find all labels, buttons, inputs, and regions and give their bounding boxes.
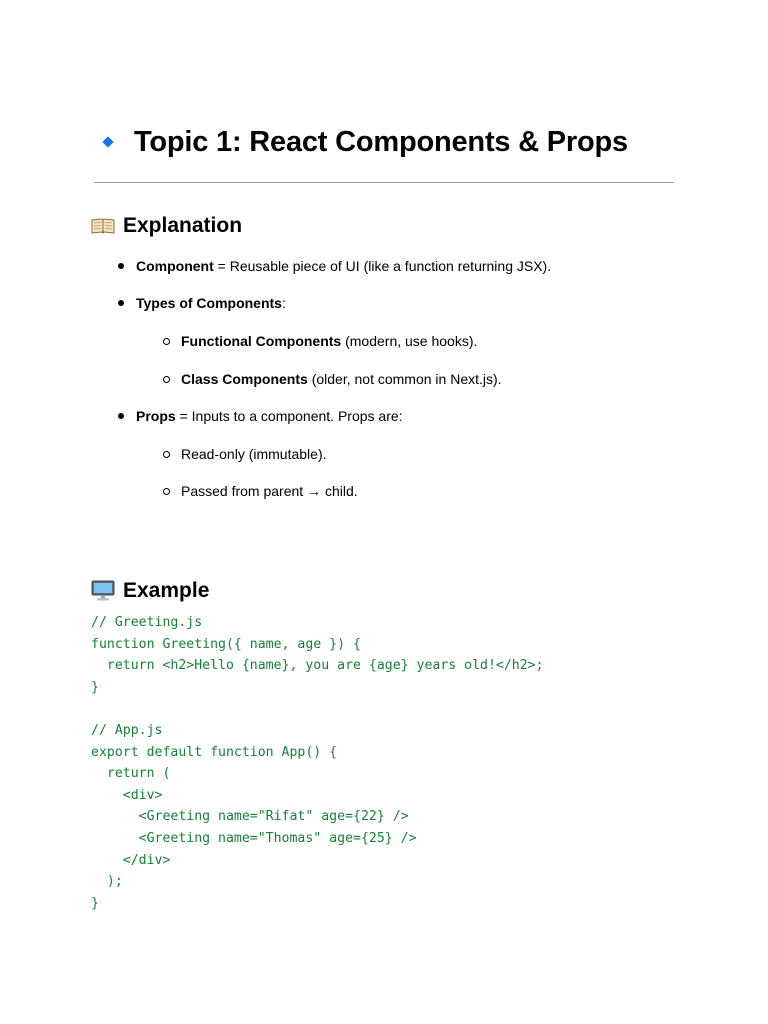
list-item-text: Read-only (immutable). — [181, 446, 327, 462]
list-item-term: Class Components — [181, 371, 308, 387]
page-title: Topic 1: React Components & Props — [134, 125, 628, 158]
code-line: <Greeting name="Thomas" age={25} /> — [91, 830, 417, 846]
page-title-row — [100, 122, 628, 162]
code-line: return ( — [91, 766, 171, 782]
example-heading: Example — [123, 579, 210, 602]
code-line: export default function App() { — [91, 744, 338, 760]
list-item-text: (older, not common in Next.js). — [307, 371, 502, 387]
list-item-term: Component — [136, 258, 214, 274]
blue-diamond-icon — [102, 136, 113, 147]
desktop-computer-icon — [91, 580, 115, 602]
list-item-text: Passed from parent → child. — [181, 483, 358, 499]
example-heading-row — [91, 576, 209, 606]
code-line: // App.js — [91, 722, 163, 738]
code-block — [91, 612, 544, 914]
bullet-marker — [114, 294, 128, 312]
explanation-heading-row — [91, 211, 242, 241]
sub-bullet-marker — [159, 482, 173, 500]
list-item-text: (modern, use hooks). — [341, 333, 478, 349]
list-item-term: Props — [136, 408, 176, 424]
open-book-icon — [91, 217, 115, 235]
sub-list-item — [181, 332, 477, 350]
list-item-text: = Inputs to a component. Props are: — [175, 408, 403, 424]
sub-bullet-marker — [159, 332, 173, 350]
list-item-term: Functional Components — [181, 333, 342, 349]
code-line: </div> — [91, 852, 171, 868]
explanation-heading: Explanation — [123, 214, 243, 237]
sub-list-item — [181, 482, 358, 500]
list-item-term: Types of Components — [136, 295, 282, 311]
code-line: return <h2>Hello {name}, you are {age} years old!</h2>; — [91, 658, 544, 674]
code-line: } — [91, 679, 99, 695]
sub-bullet-marker — [159, 370, 173, 388]
code-line: function Greeting({ name, age }) { — [91, 636, 361, 652]
sub-list-item — [181, 370, 502, 388]
list-item-text: = Reusable piece of UI (like a function returning JSX). — [213, 258, 552, 274]
code-line: // Greeting.js — [91, 615, 203, 630]
bullet-marker — [114, 407, 128, 425]
code-line: <Greeting name="Rifat" age={22} /> — [91, 809, 409, 825]
code-line: <div> — [91, 787, 163, 803]
list-item-text: : — [281, 295, 286, 311]
sub-list-item — [181, 445, 327, 463]
code-line — [91, 698, 544, 720]
list-item — [136, 407, 403, 425]
code-line: ); — [91, 874, 123, 890]
bullet-marker — [114, 257, 128, 275]
list-item — [136, 257, 551, 275]
sub-bullet-marker — [159, 445, 173, 463]
list-item — [136, 294, 286, 312]
code-line: } — [91, 895, 99, 911]
horizontal-divider — [94, 182, 674, 183]
